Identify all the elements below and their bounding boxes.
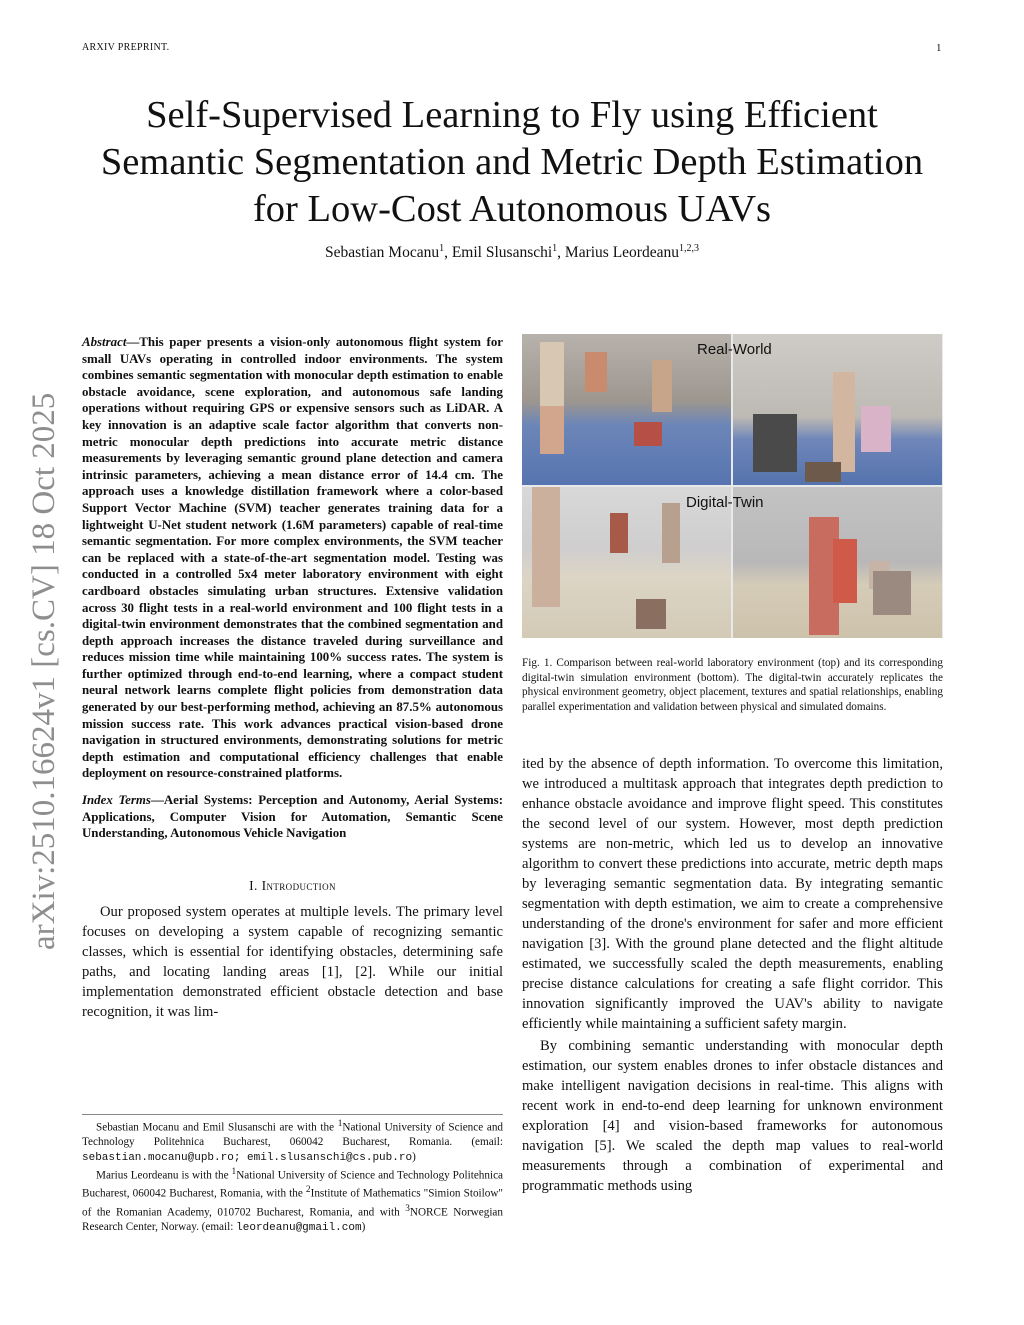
abstract-lead: Abstract: [82, 335, 127, 349]
author-affiliation: 1: [552, 243, 558, 254]
footnotes: [82, 1114, 503, 1235]
footnote-leordeanu: Marius Leordeanu is with the $^1$National University of Science and Technology Politehnica Bucharest, 060042 Bucharest, Romania, with the $^2$Institute of Mathematics "Simion Stoilow" of the Romanian Academy, 010702 Bucharest, Romania, and with $^3$NORCE Norwegian Research Center, Norway. (email: leordeanu@gmail.com): [82, 1167, 504, 1234]
intro-paragraph: Our proposed system operates at multiple levels. The primary level focuses on developing a system capable of recognizing semantic classes, which is essential for identifying obstacles, determining safe paths, and locating landing areas [1], [2]. While our initial implementation demonstrated efficient obstacle detection and base recognition, it was lim-: [82, 903, 503, 1020]
footnote-authors: Sebastian Mocanu and Emil Slusanschi are with the $^1$National University of Science and Technology Politehnica Bucharest, 060042 Bucharest, Romania. (email: sebastian.mocanu@upb.ro; emil.slusanschi@cs.pub.ro): [82, 1119, 504, 1164]
running-header: ARXIV PREPRINT.: [82, 42, 170, 53]
page-number: 1: [936, 42, 942, 54]
figure-label-digital-twin: Digital-Twin: [686, 494, 764, 511]
author-affiliation: 1: [439, 243, 445, 254]
figure-1-image: [522, 334, 943, 638]
digital-twin-view-right: [733, 487, 942, 638]
abstract-text: —This paper presents a vision-only autonomous flight system for small UAVs operating in controlled indoor environments. The system combines semantic segmentation with monocular depth estimation to enable obstacle avoidance, scene exploration, and autonomous safe landing operations without requiring GPS or expensive sensors such as LiDAR. A key innovation is an adaptive scale factor algorithm that converts non-metric monocular depth predictions into accurate metric distance measurements by leveraging semantic ground plane detection and camera intrinsic parameters, achieving a mean distance error of 14.4 cm. The approach uses a knowledge distillation framework where a color-based Support Vector Machine (SVM) teacher generates training data for a lightweight U-Net student network (1.6M parameters) capable of real-time semantic segmentation. For more complex environments, the SVM teacher can be replaced with a state-of-the-art segmentation model. Testing was conducted in a controlled 5x4 meter laboratory environment with eight cardboard obstacles simulating urban structures. Extensive validation across 30 flight tests in a real-world environment and 100 flight tests in a digital-twin environment demonstrates that the combined segmentation and depth approach increases the distance traveled during surveillance and reduces mission time while maintaining 100% success rates. The system is further optimized through end-to-end learning, where a compact student neural network learns complete flight policies from demonstration data generated by our best-performing method, achieving an 87.5% autonomous mission success rate. This work advances practical vision-based drone navigation in structured environments, demonstrating solutions for metric depth estimation and computational efficiency challenges that enable deployment on resource-constrained platforms.: [82, 335, 503, 781]
abstract: [82, 334, 503, 782]
author-name: Emil Slusanschi: [451, 244, 553, 262]
body-paragraph: By combining semantic understanding with monocular depth estimation, our system enables drones to infer obstacle distances and make intelligent navigation decisions in real-time. This aligns with recent work in end-to-end deep learning for unknown environment exploration [4] and vision-based frameworks for autonomous navigation [5]. We scaled the depth map values to real-world measurements through a combination of experimental and programmatic methods using: [522, 1038, 943, 1194]
right-column: [522, 334, 943, 1196]
section-number: I.: [249, 877, 258, 893]
body-paragraph: ited by the absence of depth information. To overcome this limitation, we introduced a multitask approach that integrates depth prediction to enhance obstacle avoidance and improve flight speed. This constitutes the second level of our system. However, most depth prediction systems are non-metric, which led us to develop an innovative algorithm to convert these predictions into accurate, metric depth maps by leveraging semantic segmentation data. By integrating semantic segmentation with depth estimation, we aim to create a comprehensive understanding of the drone's environment for safer and more efficient navigation [3]. With the ground plane detected and the flight altitude estimated, we successfully scaled the depth measurements, enabling precise distance calculations for creating a safe flight corridor. This innovation significantly improved the UAV's ability to navigate efficiently while maintaining a sufficient safety margin.: [522, 756, 943, 1032]
left-column: [82, 334, 503, 1022]
right-body-text: [522, 754, 943, 1196]
figure-caption: Fig. 1. Comparison between real-world laboratory environment (top) and its corresponding digital-twin simulation environment (bottom). The digital-twin accurately replicates the physical environment geometry, object placement, textures and spatial relationships, enabling parallel experimentation and validation between physical and simulated domains.: [522, 657, 943, 713]
section-title: Introduction: [261, 877, 336, 893]
paper-title: Self-Supervised Learning to Fly using Efficient Semantic Segmentation and Metric Depth Estimation for Low-Cost Autonomous UAVs: [100, 94, 924, 230]
author-name: Sebastian Mocanu: [325, 244, 440, 262]
footnote-email: sebastian.mocanu@upb.ro; emil.slusanschi@cs.pub.ro: [82, 1151, 413, 1164]
author-affiliation: 1,2,3: [678, 243, 699, 254]
author-name: Marius Leordeanu: [564, 244, 679, 262]
footnote-email: leordeanu@gmail.com: [236, 1221, 362, 1234]
index-terms: [82, 792, 503, 842]
index-terms-lead: Index Terms: [82, 793, 151, 808]
section-heading: [82, 878, 503, 894]
arxiv-stamp: arXiv:2510.16624v1 [cs.CV] 18 Oct 2025: [26, 392, 62, 950]
index-terms-text: —Aerial Systems: Perception and Autonomy, Aerial Systems: Applications, Computer Vision for Automation, Semantic Scene Understanding, Autonomous Vehicle Navigation: [82, 793, 503, 841]
figure-label-real-world: Real-World: [697, 341, 772, 358]
author-list: Sebastian Mocanu$^1$, Emil Slusanschi$^1$, Marius Leordeanu$^{1,2,3}$: [325, 243, 699, 262]
